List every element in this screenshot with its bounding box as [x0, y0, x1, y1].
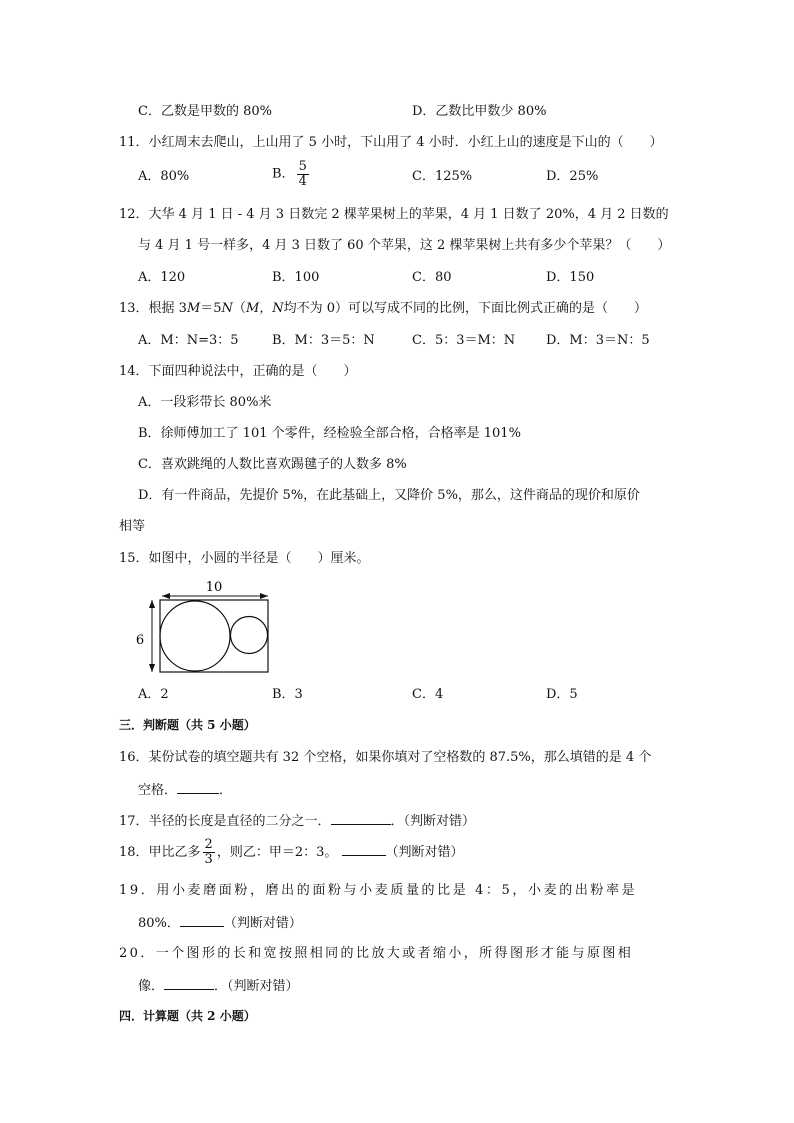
q20-tail: ．（判断对错）: [214, 979, 299, 994]
q13-stem-part1: 13．根据 3: [119, 301, 187, 316]
q17-tail: ．（判断对错）: [390, 814, 476, 829]
q18-fraction: [203, 838, 215, 867]
q18-text-a: 18．甲比乙多: [119, 845, 201, 860]
q20-line2-text: 像．: [138, 979, 165, 994]
q15-small-circle: [231, 617, 268, 654]
q15-figure: [130, 578, 270, 678]
q11-option-c: C．125%: [412, 169, 473, 184]
q12-stem-line1: 12．大华 4 月 1 日 - 4 月 3 日数完 2 棵苹果树上的苹果，4 月 1 日数了 20%，4 月 2 日数的: [119, 207, 669, 222]
q15-large-circle: [160, 601, 230, 671]
q16-answer-blank: [177, 780, 219, 794]
q13-var-n: N: [221, 301, 233, 316]
q18-stem: [119, 836, 464, 870]
q20-answer-blank: [164, 976, 214, 990]
q15-option-c: C．4: [412, 687, 444, 702]
q12-stem-line2: 与 4 月 1 号一样多，4 月 3 日数了 60 个苹果，这 2 棵苹果树上共有多少个苹果？（ ）: [138, 238, 671, 253]
q14-option-c: C．喜欢跳绳的人数比喜欢踢毽子的人数多 8%: [138, 457, 407, 472]
q16-line2-text: 空格．: [138, 783, 178, 798]
q11-b-denominator: 4: [298, 174, 307, 189]
q14-option-d-line1: D．有一件商品，先提价 5%，在此基础上，又降价 5%，那么，这件商品的现价和原价: [138, 488, 640, 503]
q15-option-a: A．2: [138, 687, 169, 702]
q17-answer-blank: [331, 811, 391, 825]
q16-line2-tail: ．: [219, 783, 233, 798]
q11-option-b-label: B．: [272, 166, 295, 182]
q15-rectangle: [160, 600, 268, 672]
q15-option-d: D．5: [546, 687, 578, 702]
q12-option-b: B．100: [272, 270, 320, 285]
q13-stem-part4: 均不为 0）可以写成不同的比例，下面比例式正确的是（ ）: [283, 301, 648, 316]
q15-height-label: 6: [135, 633, 145, 648]
q11-b-numerator: 5: [298, 159, 307, 174]
q18-text-b: ，则乙：甲＝2：3。: [216, 845, 338, 860]
q19-answer-blank: [180, 913, 224, 927]
q13-var-m: M: [186, 301, 201, 316]
q10-option-d: D．乙数比甲数少 80%: [412, 104, 547, 119]
q13-option-d: D．M：3＝N：5: [546, 333, 650, 348]
q16-stem-line1: 16．某份试卷的填空题共有 32 个空格，如果你填对了空格数的 87.5%，那么填错的是 4 个: [119, 750, 652, 765]
q11-option-b-fraction: [297, 160, 309, 189]
q17-text: 17．半径的长度是直径的二分之一．: [119, 814, 331, 829]
q12-option-c: C．80: [412, 270, 452, 285]
q20-stem-line1: 20．一个图形的长和宽按照相同的比放大或者缩小，所得图形才能与原图相: [119, 946, 634, 961]
q10-option-c: C．乙数是甲数的 80%: [138, 104, 272, 119]
section-4-heading: 四．计算题（共 2 小题）: [119, 1009, 256, 1023]
q19-tail: （判断对错）: [223, 916, 302, 931]
section-3-heading: 三．判断题（共 5 小题）: [119, 718, 256, 732]
q13-stem: [119, 300, 647, 318]
q11-option-d: D．25%: [546, 169, 599, 184]
q13-stem-part3: （: [232, 301, 246, 316]
q11-option-a: A．80%: [138, 169, 190, 184]
q20-stem-line2: [138, 976, 299, 996]
q19-stem-line2: [138, 913, 302, 933]
q12-option-d: D．150: [546, 270, 595, 285]
q12-option-a: A．120: [138, 270, 186, 285]
q11-stem: 11．小红周末去爬山，上山用了 5 小时，下山用了 4 小时．小红上山的速度是下山的（ ）: [119, 135, 663, 150]
q13-option-a: A．M：N=3：5: [138, 333, 239, 348]
q14-option-b: B．徐师傅加工了 101 个零件，经检验全部合格，合格率是 101%: [138, 426, 521, 441]
q11-option-b: [272, 160, 311, 189]
q15-option-b: B．3: [272, 687, 303, 702]
q13-option-b: B．M：3＝5：N: [272, 333, 375, 348]
q18-numerator: 2: [204, 837, 213, 852]
q18-answer-blank: [342, 842, 386, 856]
q19-stem-line1: 19．用小麦磨面粉，磨出的面粉与小麦质量的比是 4：5，小麦的出粉率是: [119, 883, 638, 898]
q18-tail: （判断对错）: [385, 845, 464, 860]
q13-vars-mn: M，N: [245, 301, 284, 316]
q14-option-d-line2: 相等: [119, 519, 146, 534]
q15-stem: 15．如图中，小圆的半径是（ ）厘米。: [119, 551, 370, 566]
q14-option-a: A．一段彩带长 80%米: [138, 395, 272, 410]
q14-stem: 14．下面四种说法中，正确的是（ ）: [119, 364, 357, 379]
q19-line2-text: 80%．: [138, 916, 180, 931]
q13-stem-part2: ＝5: [200, 301, 222, 316]
q18-denominator: 3: [204, 852, 213, 867]
q17-stem: [119, 811, 475, 831]
q13-option-c: C．5：3＝M：N: [412, 333, 516, 348]
q16-stem-line2: [138, 780, 232, 800]
q15-width-label: 10: [205, 580, 223, 595]
